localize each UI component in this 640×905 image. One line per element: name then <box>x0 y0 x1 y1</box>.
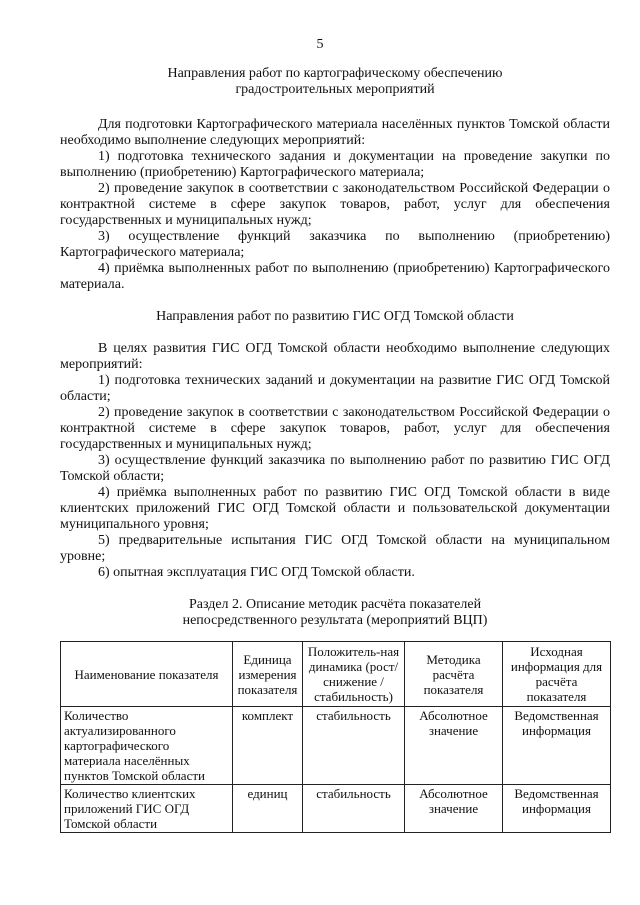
table-cell: Абсолютное значение <box>405 707 503 785</box>
page-number: 5 <box>316 37 324 52</box>
paragraph: В целях развития ГИС ОГД Томской области необходимо выполнение следующих мероприятий: <box>60 341 610 372</box>
list-item: 1) подготовка технического задания и документации на проведение закупки по выполнению (приобретению) Картографического материала; <box>60 149 610 180</box>
indicators-table <box>60 641 611 833</box>
column-header: Положитель-ная динамика (рост/снижение /стабильность) <box>303 642 405 707</box>
list-item: 5) предварительные испытания ГИС ОГД Томской области на муниципальном уровне; <box>60 533 610 564</box>
table-cell: Ведомственная информация <box>503 785 611 833</box>
table-row <box>61 785 611 833</box>
section-heading-gis: Направления работ по развитию ГИС ОГД Томской области <box>156 309 514 324</box>
list-item: 4) приёмка выполненных работ по выполнению (приобретению) Картографического материала. <box>60 261 610 292</box>
list-item: 4) приёмка выполненных работ по развитию ГИС ОГД Томской области в виде клиентских приложений ГИС ОГД Томской области и пользовательской документации муниципального уровня; <box>60 485 610 532</box>
section-heading-cartography <box>60 66 610 98</box>
table-header-row <box>61 642 611 707</box>
cartography-paragraphs <box>60 117 610 293</box>
table-cell: стабильность <box>303 707 405 785</box>
list-item: 3) осуществление функций заказчика по выполнению (приобретению) Картографического материала; <box>60 229 610 260</box>
column-header: Единица измерения показателя <box>233 642 303 707</box>
table-cell: единиц <box>233 785 303 833</box>
heading-line: градостроительных мероприятий <box>235 82 435 97</box>
table-cell: Количество актуализированного картографического материала населённых пунктов Томской области <box>61 707 233 785</box>
table-cell: Абсолютное значение <box>405 785 503 833</box>
table-cell: стабильность <box>303 785 405 833</box>
list-item: 2) проведение закупок в соответствии с законодательством Российской Федерации о контрактной системе в сфере закупок товаров, работ, услуг для обеспечения государственных и муниципальных нужд; <box>60 181 610 228</box>
column-header: Методика расчёта показателя <box>405 642 503 707</box>
table-cell: Ведомственная информация <box>503 707 611 785</box>
list-item: 2) проведение закупок в соответствии с законодательством Российской Федерации о контрактной системе в сфере закупок товаров, работ, услуг для обеспечения государственных и муниципальных нужд; <box>60 405 610 452</box>
gis-paragraphs <box>60 341 610 581</box>
table-cell: комплект <box>233 707 303 785</box>
heading-line: Направления работ по картографическому обеспечению <box>167 66 503 81</box>
section-heading-methods <box>60 597 610 629</box>
list-item: 6) опытная эксплуатация ГИС ОГД Томской области. <box>98 565 415 580</box>
table-cell: Количество клиентских приложений ГИС ОГД Томской области <box>61 785 233 833</box>
list-item: 1) подготовка технических заданий и документации на развитие ГИС ОГД Томской области; <box>60 373 610 404</box>
table-row <box>61 707 611 785</box>
heading-line: Раздел 2. Описание методик расчёта показателей <box>188 597 482 612</box>
paragraph: Для подготовки Картографического материала населённых пунктов Томской области необходимо выполнение следующих мероприятий: <box>60 117 610 148</box>
heading-line: непосредственного результата (мероприятий ВЦП) <box>182 613 488 628</box>
column-header: Наименование показателя <box>61 642 233 707</box>
list-item: 3) осуществление функций заказчика по выполнению работ по развитию ГИС ОГД Томской области; <box>60 453 610 484</box>
column-header: Исходная информация для расчёта показателя <box>503 642 611 707</box>
